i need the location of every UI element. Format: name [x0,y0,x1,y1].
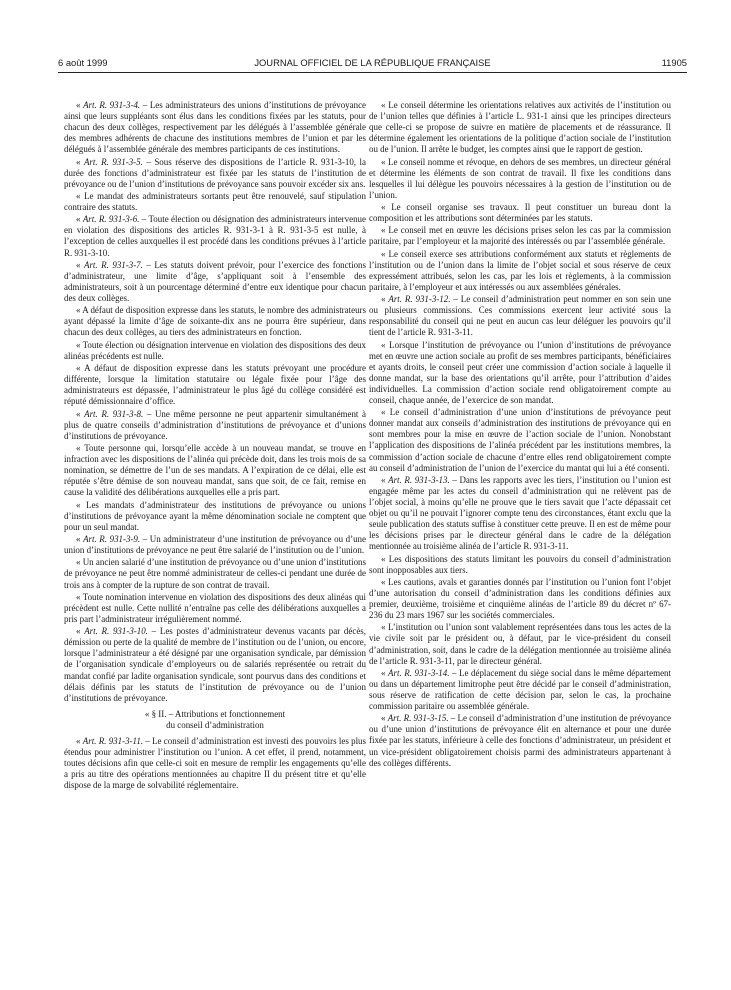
paragraph-text: « Le conseil d’administration d’une union d’institutions de prévoyance peut donner mandat aux conseils d’administration des institutions de prévoyance qui en sont membres pour la mise en œuvre de l’action sociale de l’union. Nonobstant l’application des dispositions de l’alinéa précédent par les institutions membres, la commission d’action sociale de chacune d’entre elles rend obligatoirement compte au conseil d’administration de l’union de l’exercice du mantat qui lui a été consenti. [369,407,671,473]
article-number: Art. R. 931-3-6. [82,214,140,225]
paragraph-text: – Les postes d’administrateur devenus vacants par décès, démission ou perte de la qualité de membre de l’institution ou de l’union, ou encore, lorsque l’administrateur a été désigné par une organisation syndicale, par démission de l’organisation syndicale d’employeurs ou de salariés représentée ou retrait du mandat confié par ladite organisation syndicale, sont pourvus dans des conditions et délais définis par les statuts de l’institution de prévoyance ou de l’union d’institutions de prévoyance. [64,626,367,703]
paragraph [64,363,366,407]
paragraph [369,100,671,155]
paragraph [64,340,366,362]
paragraph-text: « A défaut de disposition expresse dans les statuts, le nombre des administrateurs ayant dépassé la limite d’âge de soixante-dix ans ne pourra être supérieur, dans chacun des deux collèges, au tiers des administrateurs en fonction. [64,305,366,338]
paragraph-text: – Les administrateurs des unions d’institutions de prévoyance ainsi que leurs suppléants sont élus dans les conditions fixées par les statuts, pour chacun des deux collèges, respectivement par les délégués à l’assemblée générale des membres adhérents de chacune des institutions membres de l’union et par les délégués à l’assemblée générale des membres participants de ces institutions. [64,100,367,155]
article-number: Art. R. 931-3-12. [388,294,451,305]
article-number: Art. R. 931-3-10. [84,626,148,637]
paragraph-text: – Sous réserve des dispositions de l’article R. 931-3-10, la durée des fonctions d’administrateur est fixée par les statuts de l’institution de prévoyance ou de l’union d’institutions de prévoyance sans pouvoir excéder six ans. [64,156,366,189]
paragraph [64,592,366,625]
paragraph [369,407,671,473]
paragraph [369,340,671,406]
paragraph-text: – Une même personne ne peut appartenir simultanément à plus de quatre conseils d’administration d’institutions de prévoyance et d’unions d’institutions de prévoyance. [64,408,366,441]
paragraph [369,622,671,666]
paragraph-text: – Le conseil d’administration peut nommer en son sein une ou plusieurs commissions. Ces commissions exercent leur activité sous la responsabilité du conseil qui ne peut en aucun cas leur déléguer les pouvoirs qu’il tient de l’article R. 931-3-11. [369,294,671,338]
paragraph-text: « Le conseil organise ses travaux. Il peut constituer un bureau dont la composition et les attributions sont déterminées par les statuts. [369,202,671,224]
paragraph: « Art. R. 931-3-8. – Une même personne ne peut appartenir simultanément à plus de quatre conseils d’administration d’institutions de prévoyance et d’unions d’institutions de prévoyance. [64,408,366,441]
paragraph: « Art. R. 931-3-4. – Les administrateurs des unions d’institutions de prévoyance ainsi que leurs suppléants sont élus dans les conditions fixées par les statuts, pour chacun des deux collèges, respectivement par les délégués à l’assemblée générale des membres adhérents de chacune des institutions membres de l’union et par les délégués à l’assemblée générale des membres participants de ces institutions. [64,100,367,155]
paragraph-text: « Le conseil nomme et révoque, en dehors de ses membres, un directeur général et détermine les éléments de son contrat de travail. Il fixe les conditions dans lesquelles il lui délègue les pouvoirs nécessaires à la gestion de l’institution ou de l’union. [369,156,671,200]
paragraph-text: « Les mandats d’administrateur des institutions de prévoyance ou unions d’institutions de prévoyance ayant la même dénomination sociale ne comptent que pour un seul mandat. [64,499,366,532]
paragraph-text: « Lorsque l’institution de prévoyance ou l’union d’institutions de prévoyance met en œuvre une action sociale au profit de ses membres participants, bénéficiaires et ayants droits, le conseil peut créer une commission d’action sociale à laquelle il donne mandat, sur la base des orientations qu’il arrête, pour l’attribution d’aides individuelles. La commission d’action sociale rend obligatoirement compte au conseil, chaque année, de l’exercice de son mandat. [369,339,671,405]
paragraph [369,225,671,247]
paragraph-text: « Le conseil détermine les orientations relatives aux activités de l’institution ou de l’union telles que définies à l’article L. 931-1 ainsi que les principes directeurs que celle-ci se propose de suivre en matière de placements et de réassurance. Il détermine également les orientations de la politique d’action sociale de l’institution ou de l’union. Il arrête le budget, les comptes ainsi que le rapport de gestion. [369,100,671,155]
paragraph-text: – Dans les rapports avec les tiers, l’institution ou l’union est engagée même par les actes du conseil d’administration qui ne relèvent pas de l’objet social, à moins qu’elle ne prouve que le tiers savait que l’acte dépassait cet objet ou qu’il ne pouvait l’ignorer compte tenu des circonstances, étant exclu que la seule publication des statuts suffise à constituer cette preuve. Il en est de même pour les décisions prises par le directeur général dans le cadre de la délégation mentionnée au troisième alinéa de l’article R. 931-3-11. [369,474,671,552]
paragraph: « Art. R. 931-3-11. – Le conseil d’administration est investi des pouvoirs les plus étendus pour administrer l’institution ou l’union. A cet effet, il prend, notamment, toutes décisions afin que celle-ci soit en mesure de remplir les engagements qu’elle a pris au titre des opérations mentionnées au chapitre II du présent titre et qu’elle dispose de la marge de solvabilité réglementaire. [64,735,366,790]
article-number: Art. R. 931-3-5. [83,156,143,167]
paragraph-text: – Un administrateur d’une institution de prévoyance ou d’une union d’institutions de prévoyance ne peut être salarié de l’institution ou de l’union. [64,534,366,556]
paragraph [369,202,671,224]
left-column [64,100,366,792]
paragraph: « Art. R. 931-3-7. – Les statuts doivent prévoir, pour l’exercice des fonctions d’administrateur, une limite d’âge, s’appliquant soit à l’ensemble des administrateurs, soit à un pourcentage déterminé d’entre eux identique pour chacun des deux collèges. [64,259,366,303]
paragraph-text: – Toute élection ou désignation des administrateurs intervenue en violation des dispositions des articles R. 931-3-1 à R. 931-3-5 est nulle, à l’exception de celles auxquelles il est procédé dans les conditions prévues à l’article R. 931-3-10. [64,214,366,258]
paragraph: « Art. R. 931-3-12. – Le conseil d’administration peut nommer en son sein une ou plusieurs commissions. Ces commissions exercent leur activité sous la responsabilité du conseil qui ne peut en aucun cas leur déléguer les pouvoirs qu’il tient de l’article R. 931-3-11. [369,294,671,338]
paragraph-text: « Le conseil exerce ses attributions conformément aux statuts et règlements de l’institution ou de l’union dans la limite de l’objet social et sous réserve de ceux expressément attribués, selon les cas, par les lois et règlements, à la commission paritaire, à l’employeur et aux intéressés ou aux assemblées générales. [369,248,671,292]
paragraph [369,554,671,576]
paragraph-text: – Le conseil d’administration d’une institution de prévoyance ou d’une union d’institutions de prévoyance élit en alternance et pour une durée fixée par les statuts, inférieure à celle des fonctions d’administrateur, un président et un vice-président obligatoirement choisis parmi des administrateurs appartenant à des collèges différents. [369,713,672,768]
paragraph-text: – Le conseil d’administration est investi des pouvoirs les plus étendus pour administrer l’institution ou l’union. A cet effet, il prend, notamment, toutes décisions afin que celle-ci soit en mesure de remplir les engagements qu’elle a pris au titre des opérations mentionnées au chapitre II du présent titre et qu’elle dispose de la marge de solvabilité réglementaire. [64,735,366,790]
paragraph [369,249,671,293]
paragraph: « Art. R. 931-3-5. – Sous réserve des dispositions de l’article R. 931-3-10, la durée des fonctions d’administrateur est fixée par les statuts de l’institution de prévoyance ou de l’union d’institutions de prévoyance sans pouvoir excéder six ans. [64,156,366,189]
paragraph-text: « L’institution ou l’union sont valablement représentées dans tous les actes de la vie civile soit par le président ou, à défaut, par le vice-président du conseil d’administration, soit, dans le cadre de la délégation mentionnée au troisième alinéa de l’article R. 931-3-11, par le directeur général. [369,622,671,666]
paragraph: « Art. R. 931-3-15. – Le conseil d’administration d’une institution de prévoyance ou d’une union d’institutions de prévoyance élit en alternance et pour une durée fixée par les statuts, inférieure à celle des fonctions d’administrateur, un président et un vice-président obligatoirement choisis parmi des administrateurs appartenant à des collèges différents. [369,713,672,768]
page-header [58,56,687,70]
header-rule [58,72,687,73]
paragraph-text: « Un ancien salarié d’une institution de prévoyance ou d’une union d’institutions de prévoyance ne peut être nommé administrateur de celles-ci pendant une durée de trois ans à compter de la rupture de son contrat de travail. [64,557,366,590]
article-number: Art. R. 931-3-4. [83,100,141,110]
paragraph-text: « Toute élection ou désignation intervenue en violation des dispositions des deux alinéas précédents est nulle. [64,339,366,361]
paragraph-text: « Les dispositions des statuts limitant les pouvoirs du conseil d’administration sont inopposables aux tiers. [369,553,671,575]
section-heading-line1: « § II. – Attributions et fonctionnement [144,708,286,719]
paragraph-text: « Toute nomination intervenue en violation des dispositions des deux alinéas qui précèdent est nulle. Cette nullité n’entraîne pas celle des délibérations auxquelles a pris part l’administrateur irrégulièrement nommé. [64,591,366,624]
paragraph: « Art. R. 931-3-13. – Dans les rapports avec les tiers, l’institution ou l’union est engagée même par les actes du conseil d’administration qui ne relèvent pas de l’objet social, à moins qu’elle ne prouve que le tiers savait que l’acte dépassait cet objet ou qu’il ne pouvait l’ignorer compte tenu des circonstances, étant exclu que la seule publication des statuts suffise à constituer cette preuve. Il en est de même pour les décisions prises par le directeur général dans le cadre de la délégation mentionnée au troisième alinéa de l’article R. 931-3-11. [369,474,671,552]
section-heading [64,709,366,731]
header-date: 6 août 1999 [58,57,108,68]
article-number: Art. R. 931-3-8. [84,408,144,419]
paragraph: « Art. R. 931-3-10. – Les postes d’administrateur devenus vacants par décès, démission ou perte de la qualité de membre de l’institution ou de l’union, ou encore, lorsque l’administrateur a été désigné par une organisation syndicale, par démission de l’organisation syndicale d’employeurs ou de salariés représentée ou retrait du mandat confié par ladite organisation syndicale, sont pourvus dans des conditions et délais définis par les statuts de l’institution de prévoyance ou de l’union d’institutions de prévoyance. [64,626,367,703]
paragraph: « Art. R. 931-3-14. – Le déplacement du siège social dans le même département ou dans un département limitrophe peut être décidé par le conseil d’administration, sous réserve de ratification de cette décision par, selon le cas, la prochaine commission paritaire ou assemblée générale. [369,667,672,712]
paragraph-text: « Le mandat des administrateurs sortants peut être renouvelé, sauf stipulation contraire des statuts. [64,190,366,213]
paragraph-text: « Toute personne qui, lorsqu’elle accède à un nouveau mandat, se trouve en infraction avec les dispositions de l’alinéa qui précède doit, dans les trois mois de sa nomination, se démettre de l’un de ses mandats. A l’expiration de ce délai, elle est réputée s’être démise de son nouveau mandat, sans que soit, de ce fait, remise en cause la validité des délibérations auxquelles elle a pris part. [64,443,366,498]
article-number: Art. R. 931-3-14. [388,667,450,678]
paragraph [369,157,671,201]
right-column [369,100,671,770]
paragraph-text: « Le conseil met en œuvre les décisions prises selon les cas par la commission paritaire, par l’employeur et la majorité des intéressés ou par l’assemblée générale. [369,225,671,247]
paragraph-text: – Les statuts doivent prévoir, pour l’exercice des fonctions d’administrateur, une limite d’âge, s’appliquant soit à l’ensemble des administrateurs, soit à un pourcentage déterminé d’entre eux identique pour chacun des deux collèges. [64,259,366,303]
paragraph: « Art. R. 931-3-9. – Un administrateur d’une institution de prévoyance ou d’une union d’institutions de prévoyance ne peut être salarié de l’institution ou de l’union. [64,534,366,556]
header-page-number: 11905 [661,57,687,68]
section-heading-line2: du conseil d’administration [166,719,264,730]
paragraph [64,557,366,590]
paragraph [64,191,366,213]
paragraph-text: « A défaut de disposition expresse dans les statuts prévoyant une procédure différente, lorsque la limitation statutaire ou légale fixée pour l’âge des administrateurs est dépassée, l’administrateur le plus âgé du collège considéré est réputé démissionnaire d’office. [64,363,366,407]
article-number: Art. R. 931-3-13. [388,474,450,485]
article-number: Art. R. 931-3-11. [82,735,144,746]
paragraph [64,500,366,533]
paragraph: « Art. R. 931-3-6. – Toute élection ou désignation des administrateurs intervenue en violation des dispositions des articles R. 931-3-1 à R. 931-3-5 est nulle, à l’exception de celles auxquelles il est procédé dans les conditions prévues à l’article R. 931-3-10. [64,214,366,258]
article-number: Art. R. 931-3-15. [387,713,449,724]
paragraph [369,577,671,621]
paragraph-text: « Les cautions, avals et garanties donnés par l’institution ou l’union font l’objet d’une autorisation du conseil d’administration dans les conditions définies aux premier, deuxième, troisième et cinquième alinéas de l’article 89 du décret nº 67-236 du 23 mars 1967 sur les sociétés commerciales. [369,576,671,621]
paragraph [64,305,366,338]
article-number: Art. R. 931-3-7. [83,259,143,270]
header-title: JOURNAL OFFICIEL DE LA RÉPUBLIQUE FRANÇAISE [254,57,491,68]
paragraph [64,443,366,498]
paragraph-text: – Le déplacement du siège social dans le même département ou dans un département limitrophe peut être décidé par le conseil d’administration, sous réserve de ratification de cette décision par, selon le cas, la prochaine commission paritaire ou assemblée générale. [369,667,672,712]
article-number: Art. R. 931-3-9. [83,534,141,545]
